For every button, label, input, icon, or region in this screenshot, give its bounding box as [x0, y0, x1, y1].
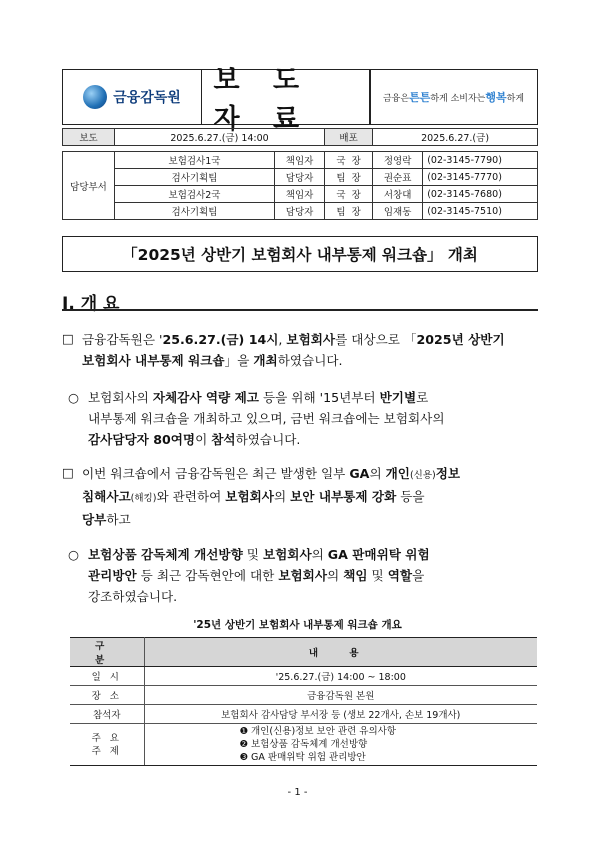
slogan-text: 하게 소비자는 [430, 93, 486, 104]
text: 를 대상으로 「 [335, 332, 417, 347]
contact-name: 서창대 [373, 186, 423, 203]
dist-label: 배포 [325, 129, 373, 146]
role: 책임자 [275, 186, 325, 203]
circle-bullet-icon: ○ [68, 547, 79, 562]
topics-label [70, 724, 144, 766]
contact-phone: (02-3145-7680) [423, 186, 538, 203]
text: 의 [369, 466, 386, 481]
text: 이 [195, 432, 212, 447]
row-label: 참석자 [70, 705, 144, 724]
dept-name: 보험검사2국 [115, 186, 275, 203]
topic-item: ❷ 보험상품 감독체계 개선방향 [239, 739, 368, 750]
section-divider [62, 309, 538, 311]
row-value: 금융감독원 본원 [144, 686, 537, 705]
text-bold: 2025년 상반기 [416, 332, 505, 347]
overview-table [70, 637, 537, 766]
dist-date: 2025.6.27.(금) [373, 129, 538, 146]
overview-head-label: 구 분 [70, 638, 144, 667]
fss-logo [62, 69, 202, 125]
position: 팀 장 [325, 169, 373, 186]
text-bold: 보험회사 [286, 332, 336, 347]
paragraph-1 [82, 329, 542, 371]
dept-label: 담당부서 [63, 152, 115, 220]
topic-item: ❶ 개인(신용)정보 보안 관련 유의사항 [239, 726, 396, 737]
text-bold: 보험회사 내부통제 워크숍 [82, 353, 225, 368]
text: 의 [311, 547, 328, 562]
report-date: 2025.6.27.(금) 14:00 [115, 129, 325, 146]
overview-head-content: 내 용 [144, 638, 537, 667]
text: 이번 워크숍에서 금융감독원은 최근 발생한 일부 [82, 466, 350, 481]
row-label: 일 시 [70, 667, 144, 686]
text: 및 [367, 568, 388, 583]
globe-logo-icon [83, 85, 107, 109]
text: 로 [416, 390, 429, 405]
role: 책임자 [275, 152, 325, 169]
role: 담당자 [275, 169, 325, 186]
topic-item: ❸ GA 판매위탁 위험 관리방안 [239, 752, 366, 763]
release-info-table [62, 128, 538, 220]
role: 담당자 [275, 203, 325, 220]
text-bold: 역할 [387, 568, 413, 583]
slogan-word: 행복 [485, 91, 507, 104]
text-bold: 보험회사 [262, 547, 312, 562]
document-title: 「2025년 상반기 보험회사 내부통제 워크숍」 개최 [62, 236, 538, 272]
text: 내부통제 워크숍을 개최하고 있으며, 금번 워크숍에는 보험회사의 [88, 411, 445, 426]
text: 및 [242, 547, 263, 562]
logo-text: 금융감독원 [113, 90, 181, 106]
text-bold: 당부 [82, 512, 107, 527]
paragraph-4 [88, 544, 542, 607]
text-bold: 정보 [435, 466, 461, 481]
text: 등을 [396, 489, 425, 504]
text-bold: 25.6.27.(금) 14시 [162, 332, 279, 347]
text: 강조하였습니다. [88, 589, 178, 604]
text: 의 [327, 568, 344, 583]
paragraph-2 [88, 387, 542, 450]
topics-label-line: 주 요 [91, 732, 122, 744]
slogan-word: 튼튼 [409, 91, 431, 104]
slogan-text: 금융은 [382, 93, 410, 104]
text-bold: GA 판매위탁 위험 [327, 547, 430, 562]
position: 국 장 [325, 152, 373, 169]
text: 」을 [224, 353, 254, 368]
text-small: (신용) [409, 470, 436, 481]
text-bold: GA [349, 466, 370, 481]
dept-name: 보험검사1국 [115, 152, 275, 169]
contact-phone: (02-3145-7510) [423, 203, 538, 220]
press-release-header [62, 65, 538, 135]
topics-label-line: 주 제 [91, 745, 122, 757]
text: 하였습니다. [235, 432, 301, 447]
square-bullet-icon: □ [62, 331, 74, 346]
text-bold: 감사담당자 80여명 [88, 432, 196, 447]
text-bold: 개최 [253, 353, 278, 368]
position: 팀 장 [325, 203, 373, 220]
contact-name: 임재동 [373, 203, 423, 220]
report-label: 보도 [63, 129, 115, 146]
text: 하였습니다. [277, 353, 343, 368]
text-bold: 보험회사 [278, 568, 328, 583]
text: 등을 위해 '15년부터 [258, 390, 380, 405]
text: 등 최근 감독현안에 대한 [136, 568, 279, 583]
text-bold: 관리방안 [88, 568, 137, 583]
overview-caption: '25년 상반기 보험회사 내부통제 워크숍 개요 [193, 619, 402, 631]
text: 하고 [106, 512, 131, 527]
row-value: '25.6.27.(금) 14:00 ~ 18:00 [144, 667, 537, 686]
text-bold: 반기별 [379, 390, 417, 405]
text-bold: 보험회사 [225, 489, 274, 504]
text-bold: 보안 내부통제 강화 [290, 489, 397, 504]
dept-name: 검사기획팀 [115, 203, 275, 220]
contact-phone: (02-3145-7770) [423, 169, 538, 186]
page-number: - 1 - [287, 787, 308, 798]
press-release-title: 보 도 자 료 [201, 69, 371, 125]
text: 의 [273, 489, 291, 504]
contact-phone: (02-3145-7790) [423, 152, 538, 169]
paragraph-3 [82, 463, 542, 530]
text-bold: 책임 [343, 568, 368, 583]
row-value: 보험회사 감사담당 부서장 등 (생보 22개사, 손보 19개사) [144, 705, 537, 724]
dept-name: 검사기획팀 [115, 169, 275, 186]
text-bold: 침해사고 [82, 489, 131, 504]
contact-name: 정영락 [373, 152, 423, 169]
text-small: (해킹) [130, 493, 157, 504]
text-bold: 개인 [385, 466, 410, 481]
slogan-text: 하게 [506, 93, 525, 104]
circle-bullet-icon: ○ [68, 390, 79, 405]
contact-name: 권순표 [373, 169, 423, 186]
text-bold: 참석 [211, 432, 236, 447]
text: 금융감독원은 ' [82, 332, 163, 347]
row-label: 장 소 [70, 686, 144, 705]
position: 국 장 [325, 186, 373, 203]
slogan [369, 69, 538, 125]
square-bullet-icon: □ [62, 465, 74, 480]
text: , [278, 332, 287, 347]
text-bold: 보험상품 감독체계 개선방향 [88, 547, 243, 562]
text: 을 [412, 568, 425, 583]
topics-list [144, 724, 537, 766]
section-heading: Ⅰ. 개 요 [62, 294, 120, 314]
text-bold: 자체감사 역량 제고 [152, 390, 259, 405]
text: 와 관련하여 [156, 489, 226, 504]
text: 보험회사의 [88, 390, 153, 405]
